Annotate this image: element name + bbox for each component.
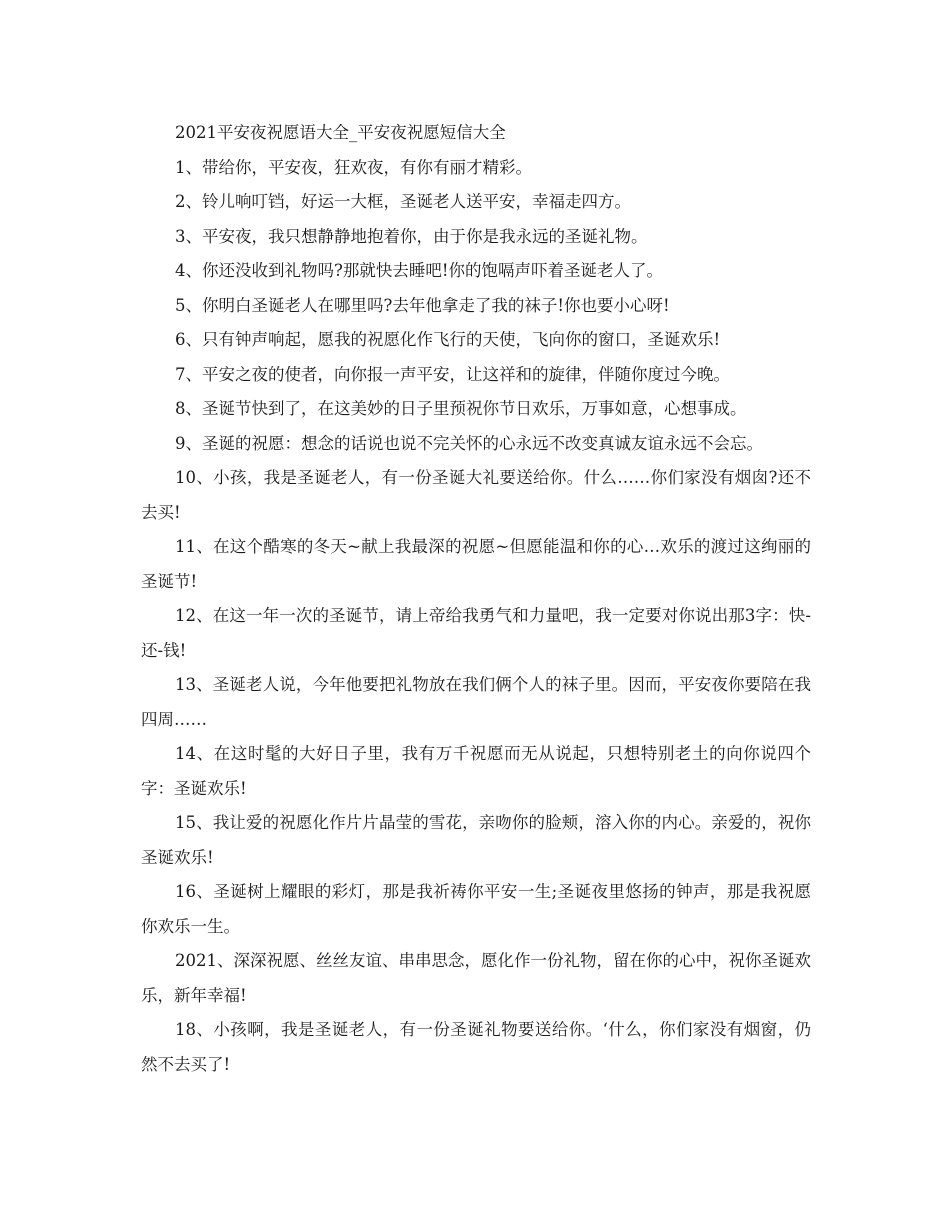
paragraph-15: 15、我让爱的祝愿化作片片晶莹的雪花，亲吻你的脸颊，溶入你的内心。亲爱的，祝你圣诞欢乐! — [141, 813, 811, 867]
paragraph-17: 2021、深深祝愿、丝丝友谊、串串思念，愿化作一份礼物，留在你的心中，祝你圣诞欢乐，新年幸福! — [141, 951, 811, 1005]
document-title: 2021平安夜祝愿语大全_平安夜祝愿短信大全 — [175, 123, 506, 142]
paragraph-14: 14、在这时髦的大好日子里，我有万千祝愿而无从说起，只想特别老土的向你说四个字：圣诞欢乐! — [141, 744, 811, 798]
paragraph-10: 10、小孩，我是圣诞老人，有一份圣诞大礼要送给你。什么……你们家没有烟囱?还不去买! — [141, 468, 811, 522]
paragraph-9: 9、圣诞的祝愿：想念的话说也说不完关怀的心永远不改变真诚友谊永远不会忘。 — [175, 433, 763, 453]
paragraph-2: 2、铃儿响叮铛，好运一大框，圣诞老人送平安，幸福走四方。 — [175, 192, 631, 211]
paragraph-12: 12、在这一年一次的圣诞节，请上帝给我勇气和力量吧，我一定要对你说出那3字：快-还-钱! — [141, 606, 811, 660]
paragraph-1: 1、带给你，平安夜，狂欢夜，有你有丽才精彩。 — [175, 157, 532, 177]
document-body — [141, 116, 811, 1082]
paragraph-11: 11、在这个酷寒的冬天~献上我最深的祝愿~但愿能温和你的心…欢乐的渡过这绚丽的圣诞节! — [141, 537, 811, 591]
paragraph-3: 3、平安夜，我只想静静地抱着你，由于你是我永远的圣诞礼物。 — [175, 226, 648, 246]
paragraph-8: 8、圣诞节快到了，在这美妙的日子里预祝你节日欢乐，万事如意，心想事成。 — [175, 399, 747, 418]
paragraph-16: 16、圣诞树上耀眼的彩灯，那是我祈祷你平安一生;圣诞夜里悠扬的钟声，那是我祝愿你欢乐一生。 — [141, 882, 811, 936]
paragraph-13: 13、圣诞老人说，今年他要把礼物放在我们俩个人的袜子里。因而，平安夜你要陪在我四周…… — [141, 675, 811, 729]
paragraph-7: 7、平安之夜的使者，向你报一声平安，让这祥和的旋律，伴随你度过今晚。 — [175, 364, 730, 384]
paragraph-6: 6、只有钟声响起，愿我的祝愿化作飞行的天使，飞向你的窗口，圣诞欢乐! — [175, 330, 721, 349]
paragraph-4: 4、你还没收到礼物吗?那就快去睡吧!你的饱嗝声吓着圣诞老人了。 — [175, 261, 663, 280]
paragraph-18: 18、小孩啊，我是圣诞老人，有一份圣诞礼物要送给你。‘什么，你们家没有烟窗，仍然不去买了! — [141, 1020, 811, 1074]
paragraph-5: 5、你明白圣诞老人在哪里吗?去年他拿走了我的袜子!你也要小心呀! — [175, 295, 670, 315]
